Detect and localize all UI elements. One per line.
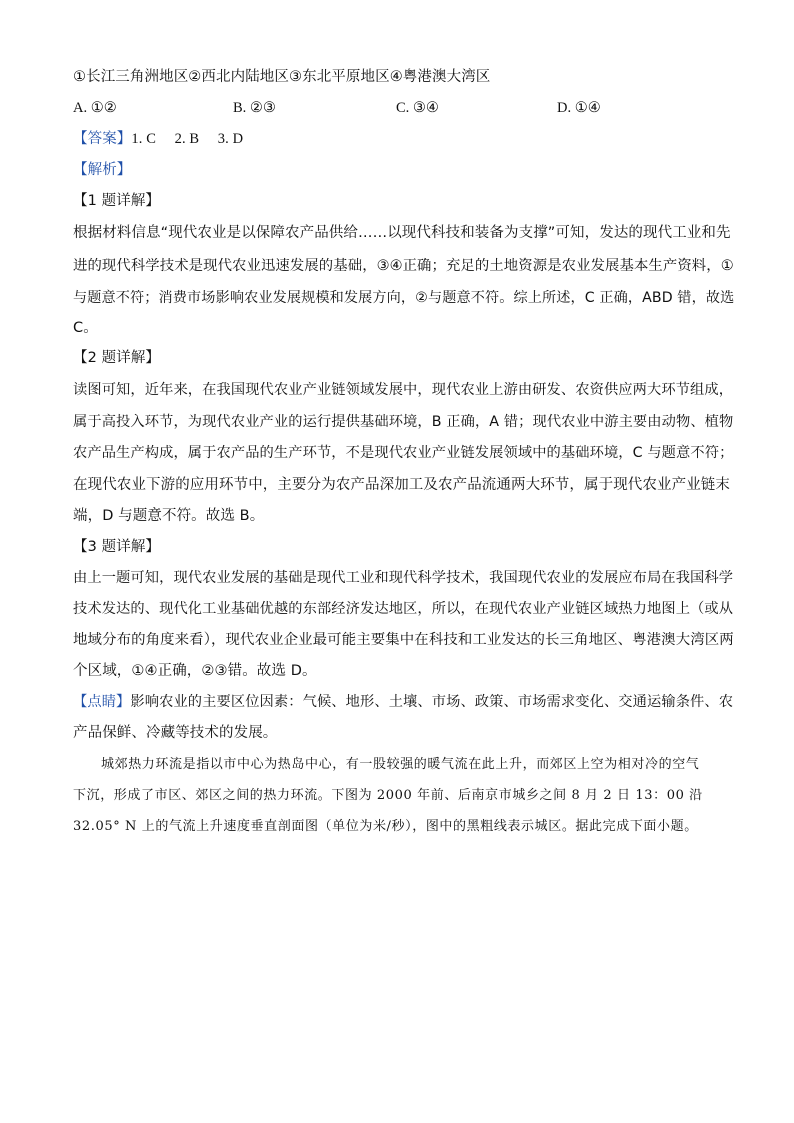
q1-line: 与题意不符；消费市场影响农业发展规模和发展方向，②与题意不符。综上所述，C 正确，ABD 错，故选 xyxy=(73,290,735,306)
next-question-line: 下沉，形成了市区、郊区之间的热力环流。下图为 2000 年前、后南京市城乡之间 8 月 2 日 13：00 沿 xyxy=(73,788,703,803)
q2-line: 端，D 与题意不符。故选 B。 xyxy=(73,508,265,524)
q3-line: 地域分布的角度来看），现代农业企业最可能主要集中在科技和工业发达的长三角地区、粤港澳大湾区两 xyxy=(73,632,734,648)
option-d: D. ①④ xyxy=(557,100,601,116)
q2-heading: 【2 题详解】 xyxy=(73,350,161,366)
option-a: A. ①② xyxy=(73,100,117,116)
note-line xyxy=(73,692,733,712)
note-line-2: 产品保鲜、冷藏等技术的发展。 xyxy=(73,725,278,741)
q2-line: 属于高投入环节，为现代农业产业的运行提供基础环境，B 正确，A 错；现代农业中游主要由动物、植物 xyxy=(73,414,734,430)
answer-label: 【答案】 xyxy=(73,131,132,147)
option-c: C. ③④ xyxy=(396,100,439,116)
q2-line: 读图可知，近年来，在我国现代农业产业链领域发展中，现代农业上游由研发、农资供应两大环节组成， xyxy=(73,382,734,398)
note-text: 影响农业的主要区位因素：气候、地形、土壤、市场、政策、市场需求变化、交通运输条件、农 xyxy=(130,694,734,710)
analysis-label: 【解析】 xyxy=(73,162,132,178)
next-question-line: 城郊热力环流是指以市中心为热岛中心，有一股较强的暖气流在此上升，而郊区上空为相对冷的空气 xyxy=(101,757,700,772)
q3-line: 由上一题可知，现代农业发展的基础是现代工业和现代科学技术，我国现代农业的发展应布局在我国科学 xyxy=(73,570,734,586)
q3-line: 技术发达的、现代化工业基础优越的东部经济发达地区，所以，在现代农业产业链区域热力地图上（或从 xyxy=(73,601,734,617)
answer-values: 1. C 2. B 3. D xyxy=(131,131,244,147)
q3-heading: 【3 题详解】 xyxy=(73,539,161,555)
answer-line xyxy=(73,129,243,149)
q1-line: 根据材料信息“现代农业是以保障农产品供给……以现代科技和装备为支撑”可知，发达的现代工业和先 xyxy=(73,225,731,241)
q1-line: 进的现代科学技术是现代农业迅速发展的基础，③④正确；充足的土地资源是农业发展基本生产资料，① xyxy=(73,258,734,274)
regions-line: ①长江三角洲地区②西北内陆地区③东北平原地区④粤港澳大湾区 xyxy=(73,69,491,85)
q2-line: 农产品生产构成，属于农产品的生产环节，不是现代农业产业链发展领域中的基础环境，C 与题意不符； xyxy=(73,445,734,461)
q3-line: 个区域，①④正确，②③错。故选 D。 xyxy=(73,663,317,679)
q2-line: 在现代农业下游的应用环节中，主要分为农产品深加工及农产品流通两大环节，属于现代农业产业链末 xyxy=(73,477,730,493)
next-question-line: 32.05° N 上的气流上升速度垂直剖面图（单位为米/秒），图中的黑粗线表示城区。据此完成下面小题。 xyxy=(73,819,698,834)
q1-heading: 【1 题详解】 xyxy=(73,193,161,209)
q1-line: C。 xyxy=(73,320,98,336)
note-label: 【点睛】 xyxy=(73,694,131,710)
option-b: B. ②③ xyxy=(233,100,276,116)
